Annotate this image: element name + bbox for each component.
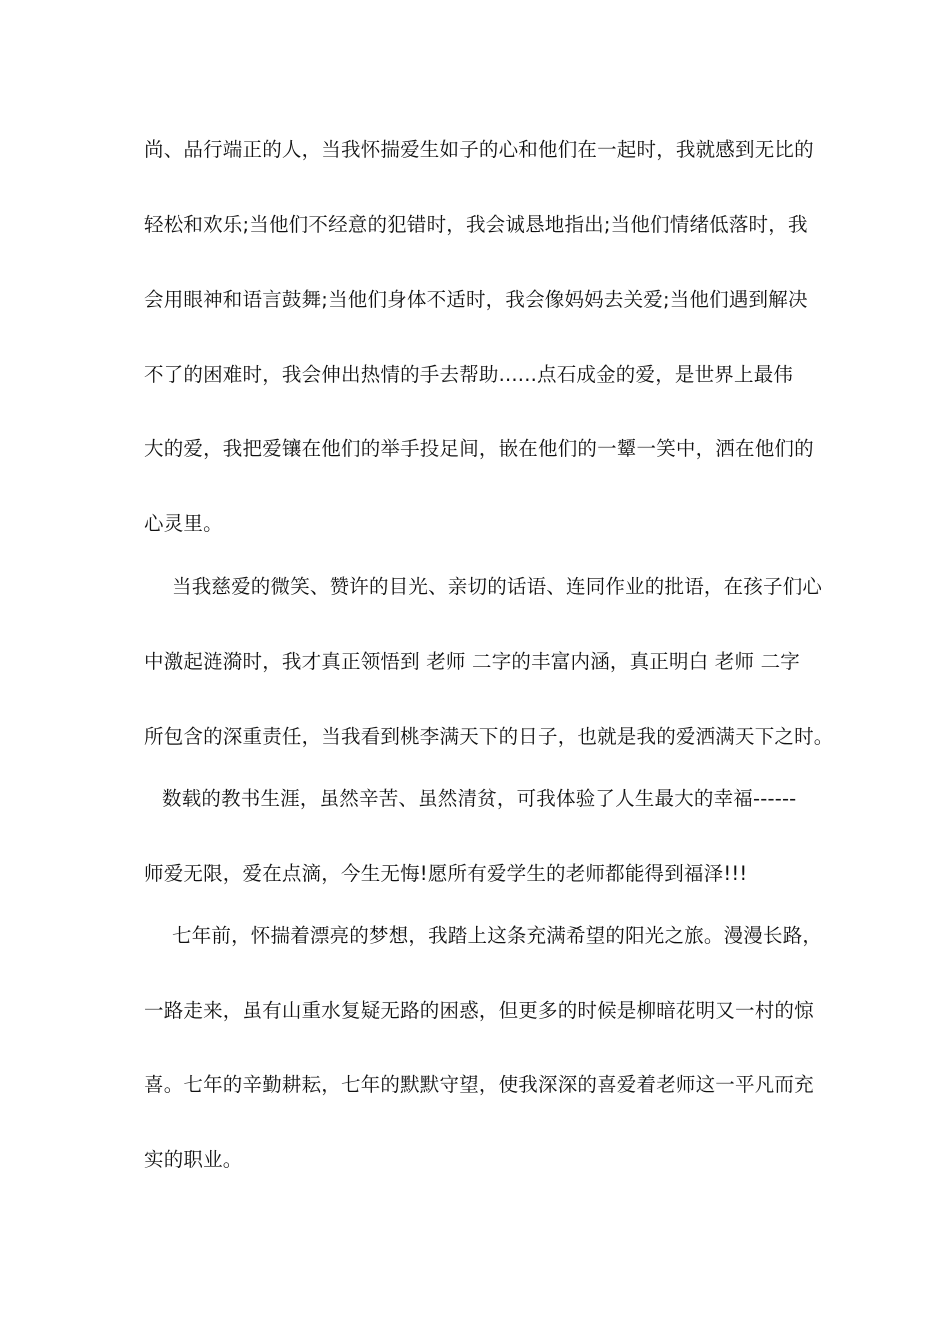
text-line: 尚、品行端正的人，当我怀揣爱生如子的心和他们在一起时，我就感到无比的	[144, 138, 814, 161]
paragraph-first-line: 当我慈爱的微笑、赞许的目光、亲切的话语、连同作业的批语，在孩子们心	[172, 575, 823, 598]
text-line: 中激起涟漪时，我才真正领悟到 老师 二字的丰富内涵，真正明白 老师 二字	[144, 650, 800, 673]
paragraph-first-line: 数载的教书生涯，虽然辛苦、虽然清贫，可我体验了人生最大的幸福------	[162, 787, 797, 810]
text-line: 实的职业。	[144, 1148, 243, 1171]
text-line: 轻松和欢乐;当他们不经意的犯错时，我会诚恳地指出;当他们情绪低落时，我	[144, 213, 808, 236]
text-line: 会用眼神和语言鼓舞;当他们身体不适时，我会像妈妈去关爱;当他们遇到解决	[144, 288, 808, 311]
text-line: 师爱无限，爱在点滴，今生无悔!愿所有爱学生的老师都能得到福泽!!!	[144, 862, 748, 885]
text-line: 心灵里。	[144, 512, 223, 535]
text-line: 一路走来，虽有山重水复疑无路的困惑，但更多的时候是柳暗花明又一村的惊	[144, 999, 814, 1022]
text-line: 不了的困难时，我会伸出热情的手去帮助......点石成金的爱，是世界上最伟	[144, 363, 794, 386]
text-line: 大的爱，我把爱镶在他们的举手投足间，嵌在他们的一颦一笑中，洒在他们的	[144, 437, 814, 460]
text-line: 所包含的深重责任，当我看到桃李满天下的日子，也就是我的爱洒满天下之时。	[144, 725, 834, 748]
paragraph-first-line: 七年前，怀揣着漂亮的梦想，我踏上这条充满希望的阳光之旅。漫漫长路，	[172, 924, 823, 947]
text-line: 喜。七年的辛勤耕耘，七年的默默守望，使我深深的喜爱着老师这一平凡而充	[144, 1073, 814, 1096]
